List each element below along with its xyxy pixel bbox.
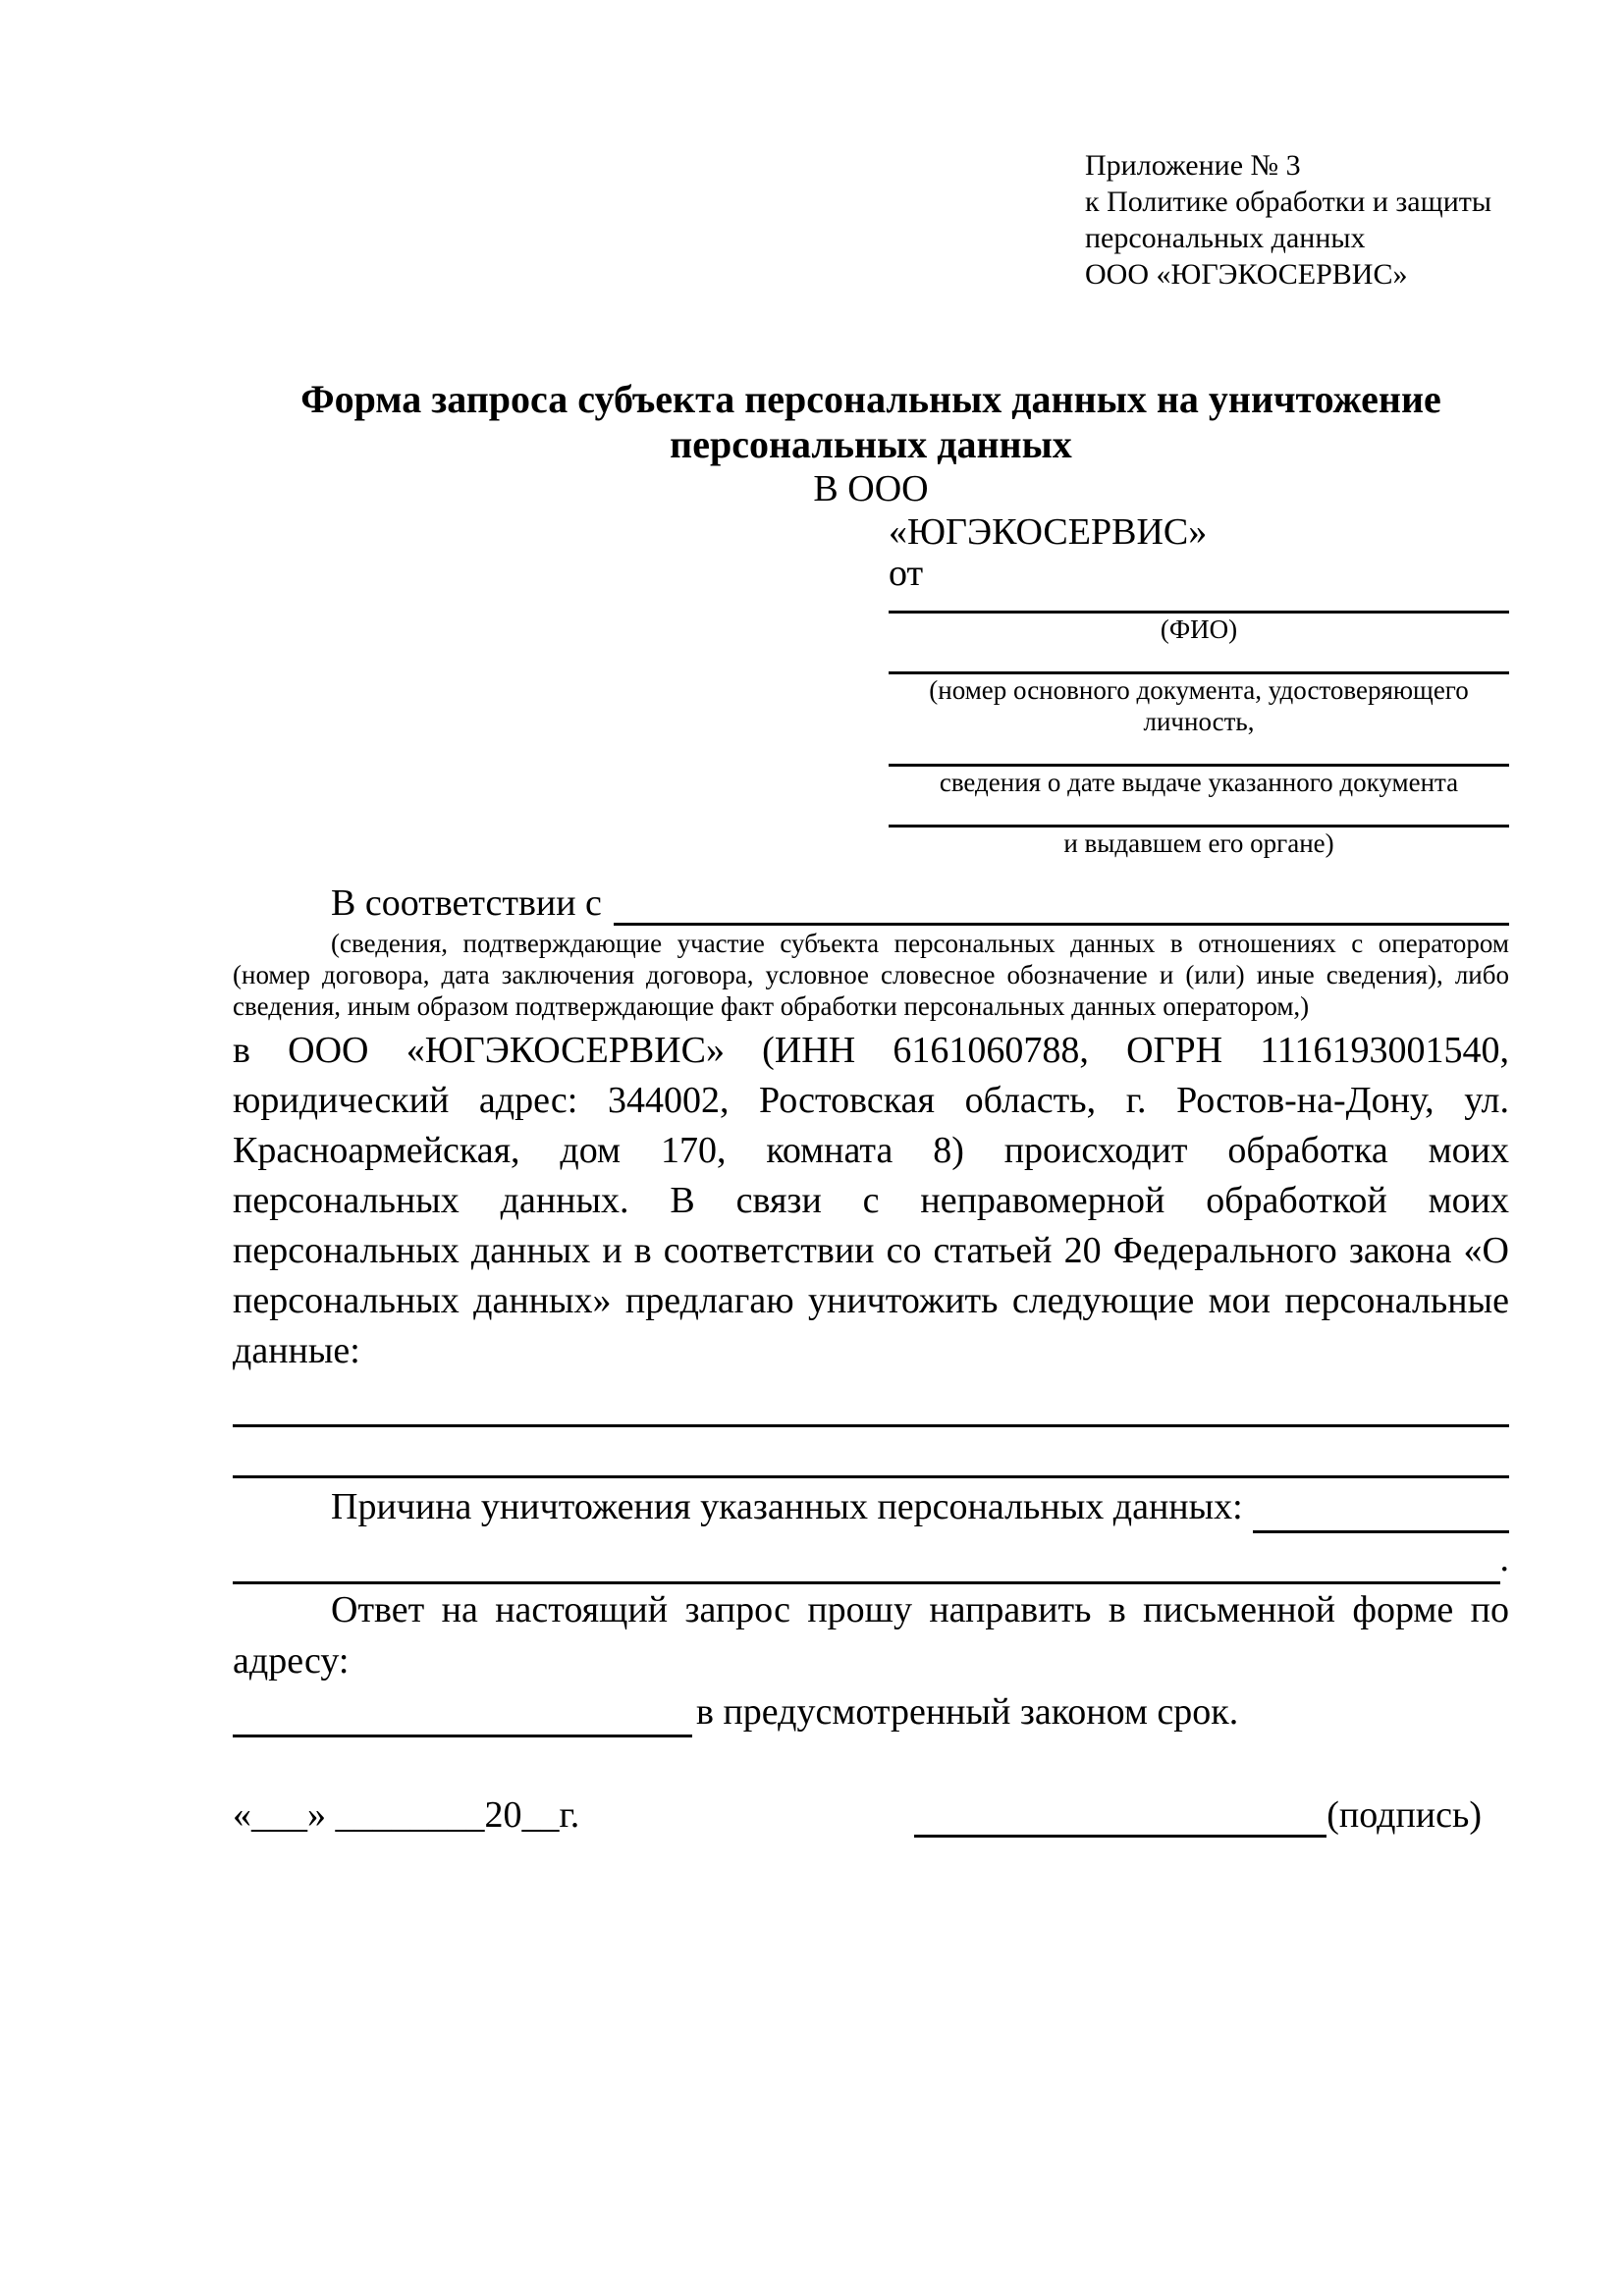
response-address-blank-line[interactable] (233, 1735, 692, 1737)
footer-row (233, 1792, 1509, 1838)
doc-issue-date-caption: сведения о дате выдаче указанного документа (939, 768, 1459, 797)
addressee-block (889, 510, 1509, 859)
doc-number-caption: (номер основного документа, удостоверяющего личность, (929, 675, 1469, 736)
reason-continuation-row (233, 1533, 1509, 1584)
accordance-lead: В соответствии с (331, 882, 602, 924)
appendix-policy-line: к Политике обработки и защиты (1085, 186, 1492, 218)
operator-processing-paragraph: в ООО «ЮГЭКОСЕРВИС» (ИНН 6161060788, ОГРН 1116193001540, юридический адрес: 344002, Ростовская область, г. Ростов-на-Дону, ул. Красноармейская, дом 170, комната 8) происходит обработка моих персональных данных. В связи с неправомерной обработкой моих персональных данных и в соответствии со статьей 20 Федерального закона «О персональных данных» предлагаю уничтожить следующие мои персональные данные: (233, 1030, 1509, 1371)
reason-blank-line[interactable] (1253, 1530, 1509, 1533)
appendix-policy-line2: персональных данных (1085, 222, 1366, 254)
form-title-line2: персональных данных (670, 422, 1072, 466)
reason-row (233, 1480, 1509, 1533)
personal-data-blank-line-1[interactable] (233, 1376, 1509, 1427)
addressee-from-label: от (889, 553, 924, 594)
reason-period: . (1499, 1538, 1509, 1579)
date-field[interactable]: «___» ________20__г. (233, 1794, 580, 1836)
signature-caption: (подпись) (1326, 1794, 1482, 1836)
signature-blank-line[interactable] (914, 1835, 1326, 1838)
form-title (233, 377, 1509, 467)
response-request-text: Ответ на настоящий запрос прошу направить в письменной форме по адресу: (233, 1589, 1509, 1682)
appendix-note (1085, 147, 1509, 293)
response-address-row (233, 1686, 1509, 1737)
doc-issue-date-blank-line[interactable] (889, 746, 1509, 767)
fio-blank-line[interactable] (889, 593, 1509, 614)
doc-number-blank-line[interactable] (889, 654, 1509, 674)
reason-label: Причина уничтожения указанных персональных данных: (331, 1486, 1243, 1527)
fio-caption: (ФИО) (1160, 614, 1238, 644)
appendix-company: ООО «ЮГЭКОСЕРВИС» (1085, 258, 1408, 291)
form-title-line1: Форма запроса субъекта персональных данных на уничтожение (300, 377, 1441, 421)
addressee-org: «ЮГЭКОСЕРВИС» (889, 511, 1208, 553)
accordance-row (233, 881, 1509, 926)
accordance-note: (сведения, подтверждающие участие субъекта персональных данных в отношениях с оператором (номер договора, дата заключения договора, условное словесное обозначение и (или) иные сведения), либо сведения, иным образом подтверждающие факт обработки персональных данных оператором,) (233, 929, 1509, 1021)
doc-issuer-caption: и выдавшем его органе) (1063, 828, 1334, 858)
appendix-number: Приложение № 3 (1085, 149, 1301, 182)
addressee-to: В ООО (813, 468, 929, 509)
response-tail-text: в предусмотренный законом срок. (696, 1691, 1239, 1733)
personal-data-blank-line-2[interactable] (233, 1427, 1509, 1478)
accordance-blank-line[interactable] (614, 923, 1509, 926)
doc-issuer-blank-line[interactable] (889, 807, 1509, 828)
signature-block (914, 1792, 1482, 1838)
